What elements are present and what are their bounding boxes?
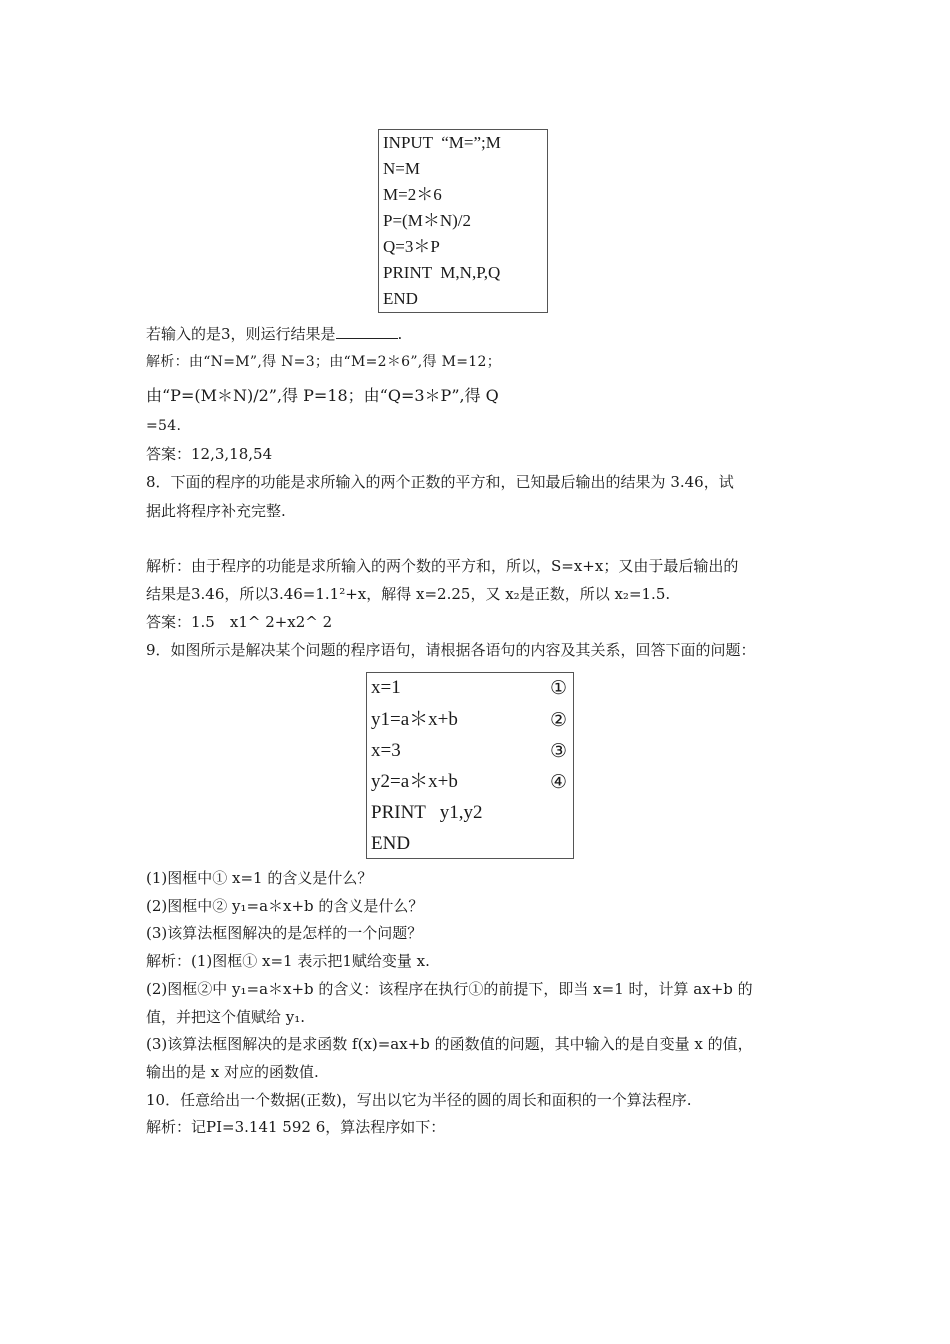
- q7-analysis-1: 解析：由“N=M”,得 N=3；由“M=2＊6”,得 M=12；: [146, 354, 501, 370]
- circled-number: ①: [549, 678, 567, 699]
- circled-number: ③: [549, 741, 567, 762]
- code-line: M=2＊6: [383, 185, 442, 204]
- q8-analysis-2: 结果是3.46，所以3.46=1.1²+x，解得 x=2.25，又 x₂是正数，所以 x₂=1.5.: [146, 585, 671, 603]
- answer-blank: [336, 324, 398, 339]
- code-line: Q=3＊P: [383, 237, 440, 256]
- program-box-2: [366, 672, 574, 859]
- q9-sub-2: (2)图框中② y₁=a＊x+b 的含义是什么？: [146, 897, 424, 915]
- q9-ans-3a: (3)该算法框图解决的是求函数 f(x)=ax+b 的函数值的问题，其中输入的是自变量 x 的值，: [146, 1035, 753, 1053]
- q9-ans-1: 解析：(1)图框① x=1 表示把1赋给变量 x.: [146, 952, 430, 970]
- q7-prompt-text: 若输入的是3，则运行结果是: [146, 325, 336, 343]
- q8-line-2: 据此将程序补充完整.: [146, 502, 286, 520]
- code-line: INPUT “M=”;M: [383, 133, 501, 152]
- code-line: P=(M＊N)/2: [383, 211, 471, 230]
- q7-analysis-3: =54.: [146, 418, 182, 434]
- q8-analysis-1: 解析：由于程序的功能是求所输入的两个数的平方和，所以，S=x+x；又由于最后输出的: [146, 557, 739, 575]
- q9-ans-3b: 输出的是 x 对应的函数值.: [146, 1063, 319, 1081]
- q9-sub-1: (1)图框中① x=1 的含义是什么？: [146, 869, 373, 887]
- circled-number: ②: [549, 710, 567, 731]
- code-line: x=1: [371, 677, 401, 698]
- code-line: END: [383, 289, 418, 308]
- q9-line-1: 9．如图所示是解决某个问题的程序语句，请根据各语句的内容及其关系，回答下面的问题：: [146, 641, 756, 659]
- q10-line-1: 10．任意给出一个数据(正数)，写出以它为半径的圆的周长和面积的一个算法程序.: [146, 1091, 692, 1109]
- circled-number: ④: [549, 772, 567, 793]
- code-line: y2=a＊x+b: [371, 771, 458, 792]
- q7-answer: 答案：12,3,18,54: [146, 445, 273, 463]
- program-box-1: [378, 129, 548, 313]
- code-line: END: [371, 833, 411, 854]
- q7-prompt: [146, 324, 402, 344]
- q9-ans-2a: (2)图框②中 y₁=a＊x+b 的含义：该程序在执行①的前提下，即当 x=1 时，计算 ax+b 的: [146, 980, 753, 998]
- q8-line-1: 8．下面的程序的功能是求所输入的两个正数的平方和，已知最后输出的结果为 3.46，试: [146, 473, 734, 491]
- q8-answer: 答案：1.5 x1^ 2+x2^ 2: [146, 613, 333, 631]
- code-line: PRINT y1,y2: [371, 802, 483, 823]
- code-line: y1=a＊x+b: [371, 709, 458, 730]
- code-line: N=M: [383, 159, 420, 178]
- q9-ans-2b: 值，并把这个值赋给 y₁.: [146, 1008, 306, 1026]
- code-line: PRINT M,N,P,Q: [383, 263, 501, 282]
- code-line: x=3: [371, 740, 401, 761]
- q7-analysis-2: 由“P=(M＊N)/2”,得 P=18；由“Q=3＊P”,得 Q: [146, 386, 499, 405]
- q10-analysis: 解析：记PI=3.141 592 6，算法程序如下：: [146, 1118, 446, 1136]
- q9-sub-3: (3)该算法框图解决的是怎样的一个问题？: [146, 924, 423, 942]
- q7-prompt-end: .: [397, 325, 403, 343]
